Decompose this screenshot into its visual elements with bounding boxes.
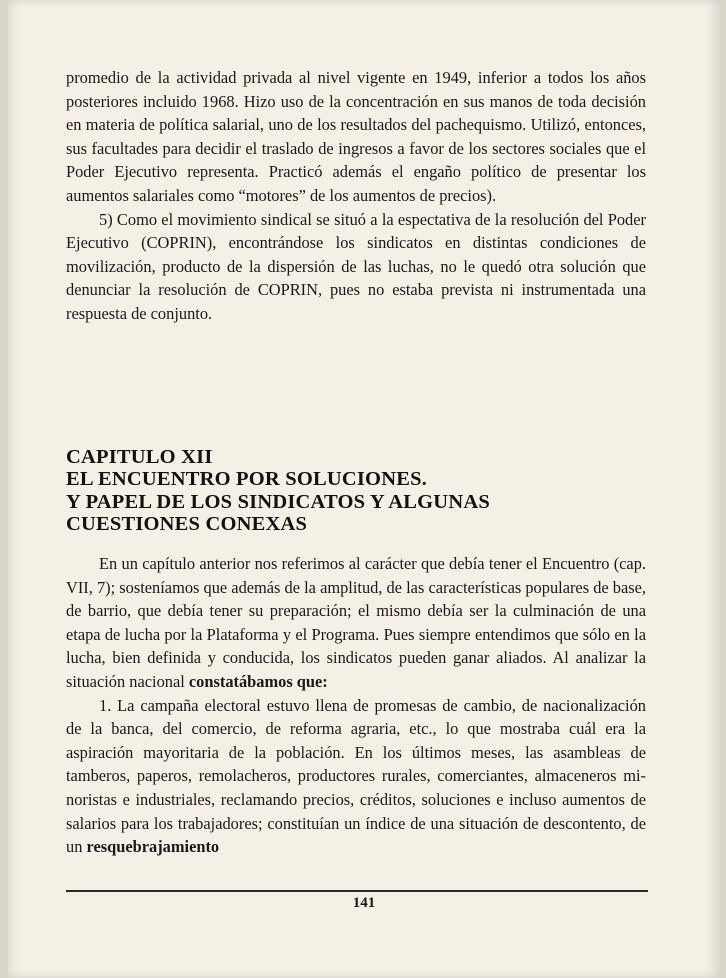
paragraph-item-5: 5) Como el movimiento sindical se situó a la espectativa de la resolución del Poder Ejecutivo (COPRIN), encontrándose los sindicatos en distintas condiciones de movilización, producto de la dispersión de las luchas, no le quedó otra solución que denunciar la resolución de COPRIN, pues no estaba prevista ni instrumentada una respuesta de conjunto. [66,209,646,323]
chapter-title-line-3: CUESTIONES CONEXAS [66,513,308,536]
page-number: 141 [352,895,376,911]
bottom-text-block [66,552,646,859]
chapter-heading [66,446,656,536]
chapter-number: CAPITULO XII [66,446,213,468]
top-text-block [66,66,646,326]
paragraph-item-1 [66,694,646,859]
paragraph-intro-text: En un capítulo anterior nos referimos al carácter que debía tener el Encuentro (cap. VII, 7); sosteníamos que además de la amplitud, de las características populares de base, de barrio, que debía tener su preparación; el mismo debía ser la culminación de una etapa de lucha por la Plataforma y el Programa. Pues siempre entendimos que sólo en la lucha, bien definida y conducida, los sindicatos pueden ganar aliados. Al analizar la situación nacional [66,554,646,691]
paragraph-continuation: promedio de la actividad privada al nivel vigente en 1949, inferior a todos los años posteriores incluido 1968. Hizo uso de la concentración en sus manos de toda decisión en materia de política salarial, uno de los resultados del pachequismo. Utilizó, entonces, sus facultades para decidir el traslado de ingresos a favor de los sectores sociales que el Poder Ejecutivo representa. Practicó además el engaño político de presentar los aumentos salariales como “motores” de los aumentos de precios). [66,68,646,205]
paragraph-item-1-text: 1. La campaña electoral estuvo llena de promesas de cambio, de nacionalización de la banca, del comercio, de reforma agraria, etc., lo que mostraba cuál era la aspiración mayoritaria de la población. En los últimos meses, las asambleas de tamberos, paperos, remolacheros, productores rurales, comerciantes, almaceneros minoristas e industriales, reclamando precios, créditos, soluciones e incluso aumentos de salarios para los trabajadores; constituían un índice de una situación de descontento, de un [66,695,646,857]
emphasis-constatabamos: constatábamos que: [188,671,328,691]
book-page [8,0,720,978]
chapter-title-line-1: EL ENCUENTRO POR SOLUCIONES. [66,468,428,491]
footer-rule [66,890,648,892]
emphasis-resquebrajamiento: resquebrajamiento [86,837,220,857]
chapter-title-line-2: Y PAPEL DE LOS SINDICATOS Y ALGUNAS [66,490,490,513]
paragraph-intro [66,552,646,694]
